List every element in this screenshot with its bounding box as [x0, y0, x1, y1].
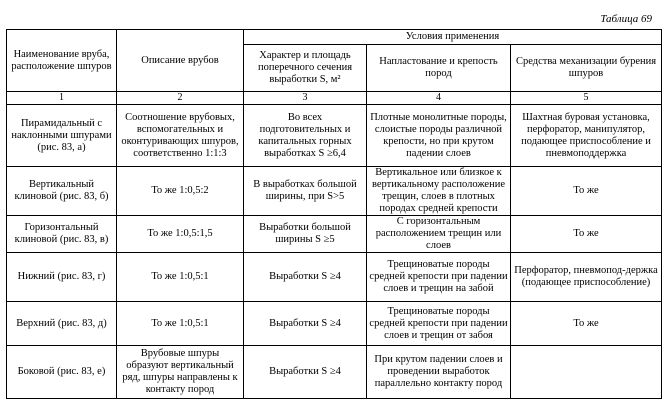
cut-character: Выработки S ≥4	[244, 346, 367, 399]
cut-character: Во всех подготовительных и капитальных горных выработках S ≥6,4	[244, 105, 367, 167]
column-number: 1	[7, 92, 117, 105]
cut-name: Пирамидальный с наклонными шпурами (рис. 83, а)	[7, 105, 117, 167]
cut-bedding: Трещиноватые породы средней крепости при падении слоев и трещин на забой	[367, 253, 511, 302]
table-row	[7, 302, 662, 346]
cut-mechanization: То же	[511, 302, 662, 346]
header-description: Описание врубов	[117, 30, 244, 92]
column-number: 3	[244, 92, 367, 105]
cut-name: Боковой (рис. 83, е)	[7, 346, 117, 399]
column-number: 4	[367, 92, 511, 105]
cut-name: Горизонтальный клиновой (рис. 83, в)	[7, 216, 117, 253]
header-name: Наименование вруба, расположение шпуров	[7, 30, 117, 92]
cut-bedding: Плотные монолитные породы, слоистые породы различной крепости, но при крутом падении слоев	[367, 105, 511, 167]
cut-bedding: Трещиноватые породы средней крепости при падении слоев и трещин от забоя	[367, 302, 511, 346]
cut-character: В выработках большой ширины, при S>5	[244, 167, 367, 216]
cut-description: Соотношение врубовых, вспомогательных и оконтуривающих шпуров, соответственно 1:1:3	[117, 105, 244, 167]
cut-bedding: Вертикальное или близкое к вертикальному расположение трещин, слоев в плотных породах средней крепости	[367, 167, 511, 216]
cut-character: Выработки большой ширины S ≥5	[244, 216, 367, 253]
table-row	[7, 105, 662, 167]
cut-mechanization: Перфоратор, пневмопод-держка (подающее приспособление)	[511, 253, 662, 302]
table-row	[7, 346, 662, 399]
cut-description: То же 1:0,5:1	[117, 253, 244, 302]
cut-description: То же 1:0,5:1,5	[117, 216, 244, 253]
cut-mechanization	[511, 346, 662, 399]
cut-mechanization: То же	[511, 216, 662, 253]
header-bedding: Наплаcтование и крепость пород	[367, 45, 511, 92]
header-mechanization: Средства механизации бурения шпуров	[511, 45, 662, 92]
cut-name: Нижний (рис. 83, г)	[7, 253, 117, 302]
cut-name: Вертикальный клиновой (рис. 83, б)	[7, 167, 117, 216]
table-row	[7, 253, 662, 302]
cut-description: То же 1:0,5:2	[117, 167, 244, 216]
cut-description: То же 1:0,5:1	[117, 302, 244, 346]
cut-name: Верхний (рис. 83, д)	[7, 302, 117, 346]
table-row	[7, 167, 662, 216]
header-character: Характер и площадь поперечного сечения выработки S, м²	[244, 45, 367, 92]
cut-character: Выработки S ≥4	[244, 302, 367, 346]
cut-mechanization: То же	[511, 167, 662, 216]
cut-description: Врубовые шпуры образуют вертикальный ряд, шпуры направлены к контакту пород	[117, 346, 244, 399]
table-caption: Таблица 69	[600, 13, 652, 25]
header-row-top	[7, 30, 662, 45]
column-number: 5	[511, 92, 662, 105]
header-conditions: Условия применения	[244, 30, 662, 45]
table-row	[7, 216, 662, 253]
column-number-row	[7, 92, 662, 105]
cut-character: Выработки S ≥4	[244, 253, 367, 302]
cut-bedding: При крутом падении слоев и проведении выработок параллельно контакту пород	[367, 346, 511, 399]
column-number: 2	[117, 92, 244, 105]
cut-mechanization: Шахтная буровая установка, перфоратор, манипулятор, подающее приспособление и пневмоподдержка	[511, 105, 662, 167]
conditions-table	[6, 29, 662, 399]
cut-bedding: С горизонтальным расположением трещин или слоев	[367, 216, 511, 253]
